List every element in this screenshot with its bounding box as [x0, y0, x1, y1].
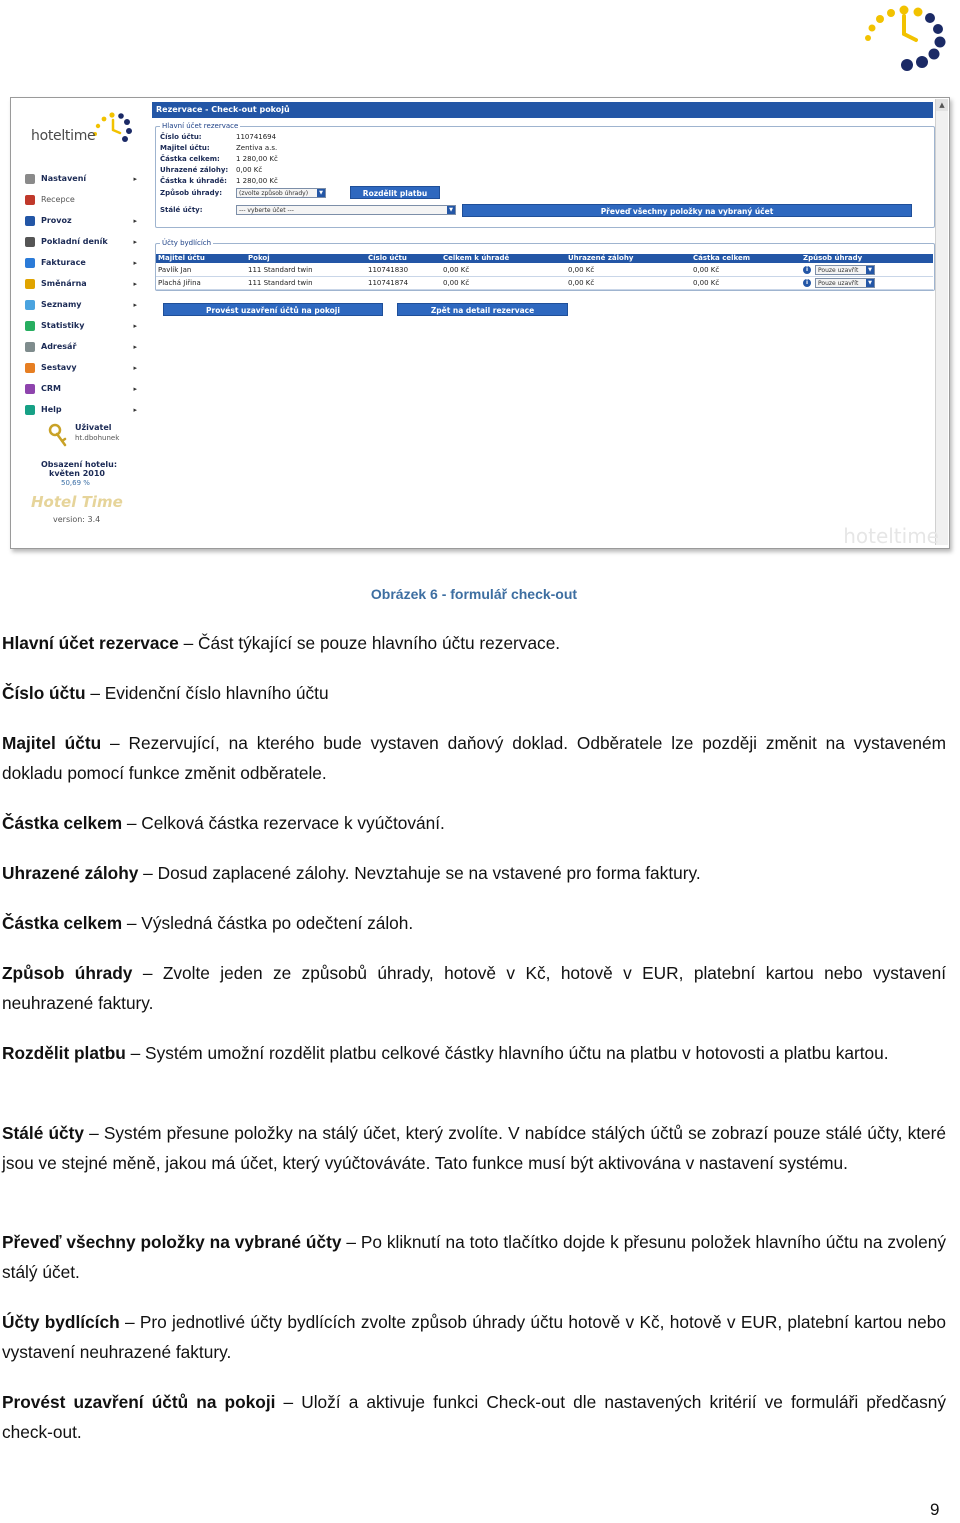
payment-method-select[interactable]: (zvolte způsob úhrady) ▼	[236, 188, 326, 198]
description-paragraph	[2, 728, 946, 788]
term-label: Hlavní účet rezervace	[2, 633, 179, 653]
description-paragraph	[2, 1387, 946, 1447]
info-icon[interactable]: i	[803, 266, 811, 274]
brand-clock-icon	[89, 110, 133, 144]
occupancy-label: Obsazení hotelu:	[41, 460, 118, 469]
description-paragraph	[2, 628, 946, 658]
term-description: – Dosud zaplacené zálohy. Nevztahuje se na vstavené pro forma faktury.	[138, 863, 701, 883]
sidebar-item-7[interactable]	[25, 315, 137, 336]
description-paragraph	[2, 1118, 946, 1178]
chevron-down-icon: ▼	[866, 279, 874, 287]
description-paragraph	[2, 858, 946, 888]
column-header: Majitel účtu	[158, 254, 205, 262]
term-description: – Systém přesune položky na stálý účet, který zvolíte. V nabídce stálých účtů se zobrazí pouze stálé účty, které jsou ve stejné měně, jakou má účet, který vyúčtováváte. Tato funkce musí být aktivována v nastavení systému.	[2, 1123, 946, 1173]
guest-payment-select[interactable]: Pouze uzavřít ▼	[815, 265, 875, 275]
main-account-fieldset	[155, 122, 935, 228]
term-label: Číslo účtu	[2, 683, 86, 703]
sidebar-item-11[interactable]	[25, 399, 137, 420]
total-amount-row: Částka celkem: 1 280,00 Kč	[160, 155, 278, 163]
description-paragraph	[2, 678, 946, 708]
standing-accounts-select[interactable]: --- vyberte účet --- ▼	[236, 205, 456, 215]
chart-icon	[25, 321, 35, 331]
exchange-icon	[25, 279, 35, 289]
column-header: Pokoj	[248, 254, 270, 262]
chevron-right-icon: ▸	[133, 174, 137, 183]
user-label: Uživatel	[75, 423, 112, 432]
description-paragraph	[2, 1038, 946, 1068]
term-description: – Uloží a aktivuje funkci Check-out dle nastavených kritérií ve formuláři předčasný check-out.	[2, 1392, 946, 1442]
figure-caption: Obrázek 6 - formulář check-out	[370, 586, 578, 602]
table-cell: 111 Standard twin	[248, 266, 313, 274]
sidebar-item-label: Statistiky	[41, 321, 85, 330]
description-paragraph	[2, 908, 946, 938]
chevron-right-icon: ▸	[133, 237, 137, 246]
sidebar-item-4[interactable]	[25, 252, 137, 273]
chevron-down-icon: ▼	[317, 189, 325, 197]
term-description: – Pro jednotlivé účty bydlících zvolte způsob úhrady účtu hotově v Kč, hotově v EUR, platební kartou nebo vystavení neuhrazené faktury.	[2, 1312, 946, 1362]
term-description: – Výsledná částka po odečtení záloh.	[122, 913, 414, 933]
sidebar-item-8[interactable]	[25, 336, 137, 357]
term-label: Uhrazené zálohy	[2, 863, 139, 883]
column-header: Číslo účtu	[368, 254, 407, 262]
sidebar-item-label: Směnárna	[41, 279, 87, 288]
table-cell: 0,00 Kč	[568, 266, 595, 274]
sidebar-item-label: Sestavy	[41, 363, 77, 372]
term-label: Způsob úhrady	[2, 963, 133, 983]
column-header: Částka celkem	[693, 254, 750, 262]
sidebar-item-9[interactable]	[25, 357, 137, 378]
chevron-down-icon: ▼	[447, 206, 455, 214]
column-header: Celkem k úhradě	[443, 254, 510, 262]
tools-icon	[25, 174, 35, 184]
checkout-panel	[152, 102, 934, 542]
ledger-icon	[25, 237, 35, 247]
sidebar-item-10[interactable]	[25, 378, 137, 399]
chevron-right-icon: ▸	[133, 321, 137, 330]
sidebar-item-6[interactable]	[25, 294, 137, 315]
term-description: – Evidenční číslo hlavního účtu	[85, 683, 329, 703]
table-cell: 110741874	[368, 279, 409, 287]
amount-due-row: Částka k úhradě: 1 280,00 Kč	[160, 177, 278, 185]
hotel-time-logo: Hotel Time	[31, 493, 123, 511]
table-cell: 0,00 Kč	[693, 279, 720, 287]
table-cell: 111 Standard twin	[248, 279, 313, 287]
paid-deposits-row: Uhrazené zálohy: 0,00 Kč	[160, 166, 263, 174]
chevron-right-icon: ▸	[133, 216, 137, 225]
back-to-reservation-button[interactable]: Zpět na detail rezervace	[397, 303, 568, 316]
user-name[interactable]: ht.dbohunek	[75, 434, 120, 442]
version-label: version: 3.4	[53, 515, 101, 524]
term-description: – Po kliknutí na toto tlačítko dojde k přesunu položek hlavního účtu na zvolený stálý účet.	[2, 1232, 946, 1282]
table-cell: 110741830	[368, 266, 409, 274]
chevron-right-icon: ▸	[133, 384, 137, 393]
sidebar	[11, 98, 146, 548]
term-description: – Celková částka rezervace k vyúčtování.	[122, 813, 445, 833]
column-header: Uhrazené zálohy	[568, 254, 634, 262]
panel-title: Rezervace - Check-out pokojů	[152, 102, 933, 118]
main-account-legend: Hlavní účet rezervace	[162, 122, 239, 130]
table-cell: 0,00 Kč	[443, 266, 470, 274]
invoice-icon	[25, 258, 35, 268]
scrollbar[interactable]	[935, 99, 948, 545]
table-cell: 0,00 Kč	[693, 266, 720, 274]
term-label: Částka celkem	[2, 913, 123, 933]
description-paragraph	[2, 958, 946, 1018]
term-description: – Systém umožní rozdělit platbu celkové částky hlavního účtu na platbu v hotovosti a platbu kartou.	[125, 1043, 889, 1063]
help-icon	[25, 405, 35, 415]
term-label: Majitel účtu	[2, 733, 102, 753]
chevron-right-icon: ▸	[133, 405, 137, 414]
sidebar-item-label: Pokladní deník	[41, 237, 108, 246]
transfer-items-button[interactable]: Převeď všechny položky na vybraný účet	[462, 204, 912, 217]
occupancy-block	[41, 460, 117, 478]
term-description: – Část týkající se pouze hlavního účtu rezervace.	[178, 633, 561, 653]
address-book-icon	[25, 342, 35, 352]
table-cell: 0,00 Kč	[443, 279, 470, 287]
sidebar-item-1[interactable]	[25, 189, 137, 210]
gear-icon	[25, 216, 35, 226]
sidebar-item-label: CRM	[41, 384, 61, 393]
sidebar-item-label: Fakturace	[41, 258, 86, 267]
sidebar-item-label: Adresář	[41, 342, 77, 351]
standing-accounts-label: Stálé účty:	[160, 206, 203, 214]
description-paragraph	[2, 808, 946, 838]
sidebar-item-label: Help	[41, 405, 62, 414]
watermark: hoteltime	[843, 524, 939, 548]
term-label: Účty bydlících	[2, 1312, 120, 1332]
chevron-right-icon: ▸	[133, 279, 137, 288]
table-cell: Plachá Jiřina	[158, 279, 201, 287]
page-number: 9	[930, 1500, 940, 1519]
table-cell: 0,00 Kč	[568, 279, 595, 287]
term-label: Stálé účty	[2, 1123, 84, 1143]
column-header: Způsob úhrady	[803, 254, 863, 262]
chevron-right-icon: ▸	[133, 300, 137, 309]
chevron-right-icon: ▸	[133, 258, 137, 267]
table-row	[156, 264, 933, 277]
account-owner-row: Majitel účtu: Zentiva a.s.	[160, 144, 278, 152]
chevron-right-icon: ▸	[133, 342, 137, 351]
guest-table-header	[156, 254, 933, 263]
scroll-up-icon[interactable]: ▲	[936, 99, 948, 111]
term-label: Provést uzavření účtů na pokoji	[2, 1392, 276, 1412]
occupancy-month: květen 2010	[49, 469, 105, 478]
table-cell: Pavlík Jan	[158, 266, 192, 274]
key-icon	[25, 195, 35, 205]
payment-method-label: Způsob úhrady:	[160, 189, 223, 197]
split-payment-button[interactable]: Rozdělit platbu	[350, 186, 440, 199]
sidebar-item-label: Recepce	[41, 195, 75, 204]
sidebar-item-label: Provoz	[41, 216, 72, 225]
table-row	[156, 277, 933, 290]
crm-icon	[25, 384, 35, 394]
occupancy-value: 50,69 %	[61, 479, 90, 487]
sidebar-item-3[interactable]	[25, 231, 137, 252]
term-description: – Rezervující, na kterého bude vystaven daňový doklad. Odběratele lze později změnit na vystaveném dokladu pomocí funkce změnit odběratele.	[2, 733, 946, 783]
sidebar-item-label: Nastavení	[41, 174, 87, 183]
brand-name: hoteltime	[31, 128, 96, 144]
sidebar-menu	[25, 168, 137, 420]
term-description: – Zvolte jeden ze způsobů úhrady, hotově v Kč, hotově v EUR, platební kartou nebo vystavení neuhrazené faktury.	[2, 963, 947, 1013]
close-room-accounts-button[interactable]: Provést uzavření účtů na pokoji	[163, 303, 383, 316]
hoteltime-logo-icon	[858, 4, 950, 72]
sidebar-item-2[interactable]	[25, 210, 137, 231]
list-icon	[25, 300, 35, 310]
sidebar-item-5[interactable]	[25, 273, 137, 294]
info-icon[interactable]: i	[803, 279, 811, 287]
sidebar-item-0[interactable]	[25, 168, 137, 189]
term-label: Částka celkem	[2, 813, 123, 833]
report-icon	[25, 363, 35, 373]
description-paragraph	[2, 1307, 946, 1367]
account-number-row: Číslo účtu: 110741694	[160, 133, 277, 141]
user-key-icon	[47, 423, 69, 447]
term-label: Převeď všechny položky na vybrané účty	[2, 1232, 342, 1252]
term-label: Rozdělit platbu	[2, 1043, 126, 1063]
guest-accounts-legend: Účty bydlících	[162, 239, 212, 247]
chevron-down-icon: ▼	[866, 266, 874, 274]
chevron-right-icon: ▸	[133, 363, 137, 372]
guest-payment-select[interactable]: Pouze uzavřít ▼	[815, 278, 875, 288]
sidebar-item-label: Seznamy	[41, 300, 82, 309]
description-paragraph	[2, 1227, 946, 1287]
application-screenshot	[10, 97, 950, 549]
